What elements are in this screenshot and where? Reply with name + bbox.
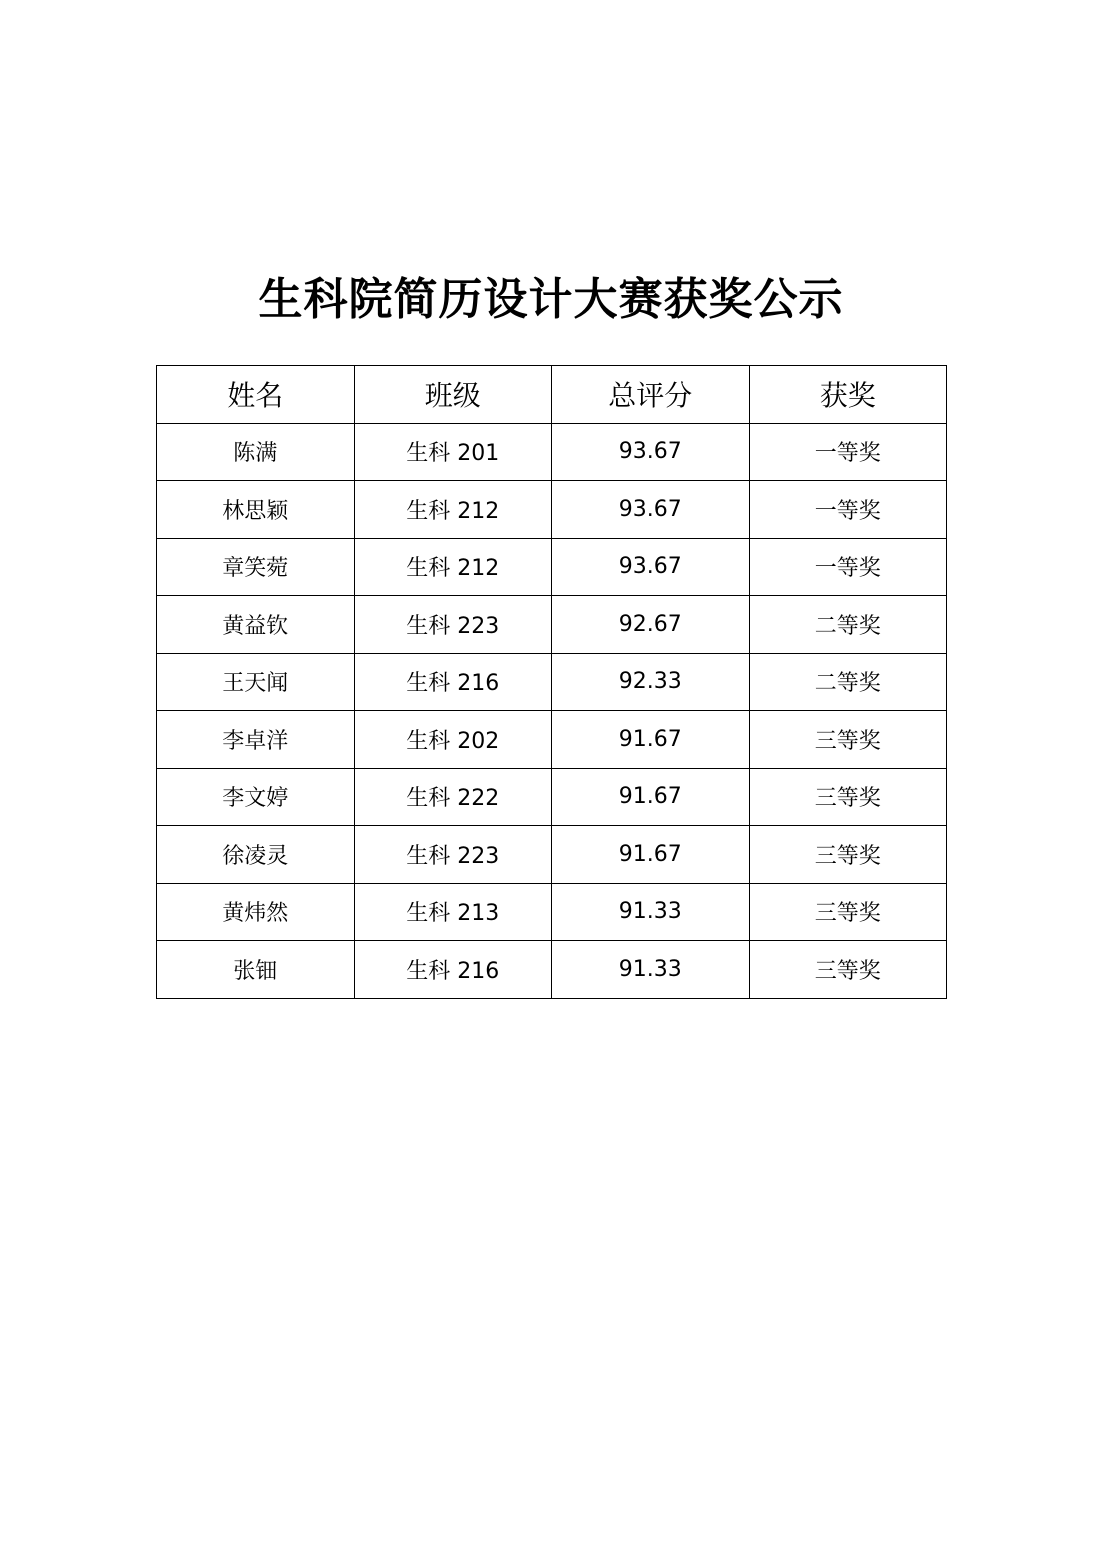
cell-award: 三等奖 bbox=[749, 941, 947, 999]
cell-name: 李卓洋 bbox=[157, 711, 355, 769]
cell-name: 林思颖 bbox=[157, 481, 355, 539]
cell-name: 徐凌灵 bbox=[157, 826, 355, 884]
cell-class: 生科 216 bbox=[354, 653, 552, 711]
cell-class: 生科 213 bbox=[354, 883, 552, 941]
header-score: 总评分 bbox=[552, 366, 750, 424]
cell-score: 91.67 bbox=[552, 768, 750, 826]
table-row bbox=[157, 596, 947, 654]
cell-award: 三等奖 bbox=[749, 826, 947, 884]
cell-class: 生科 222 bbox=[354, 768, 552, 826]
cell-class: 生科 223 bbox=[354, 596, 552, 654]
cell-score: 91.33 bbox=[552, 883, 750, 941]
cell-award: 一等奖 bbox=[749, 423, 947, 481]
table-row bbox=[157, 941, 947, 999]
cell-score: 91.67 bbox=[552, 826, 750, 884]
table-row bbox=[157, 653, 947, 711]
cell-class: 生科 223 bbox=[354, 826, 552, 884]
table-row bbox=[157, 826, 947, 884]
cell-name: 黄益钦 bbox=[157, 596, 355, 654]
table-row bbox=[157, 768, 947, 826]
cell-award: 三等奖 bbox=[749, 711, 947, 769]
cell-score: 93.67 bbox=[552, 481, 750, 539]
cell-class: 生科 212 bbox=[354, 538, 552, 596]
cell-score: 91.67 bbox=[552, 711, 750, 769]
cell-name: 王天闻 bbox=[157, 653, 355, 711]
page-title: 生科院简历设计大赛获奖公示 bbox=[258, 274, 844, 325]
cell-score: 91.33 bbox=[552, 941, 750, 999]
table-header-row bbox=[157, 366, 947, 424]
cell-score: 92.33 bbox=[552, 653, 750, 711]
cell-award: 二等奖 bbox=[749, 596, 947, 654]
cell-class: 生科 216 bbox=[354, 941, 552, 999]
cell-name: 李文婷 bbox=[157, 768, 355, 826]
cell-score: 93.67 bbox=[552, 538, 750, 596]
cell-name: 张钿 bbox=[157, 941, 355, 999]
cell-score: 93.67 bbox=[552, 423, 750, 481]
cell-award: 一等奖 bbox=[749, 481, 947, 539]
header-award: 获奖 bbox=[749, 366, 947, 424]
cell-award: 二等奖 bbox=[749, 653, 947, 711]
cell-name: 章笑菀 bbox=[157, 538, 355, 596]
cell-name: 黄炜然 bbox=[157, 883, 355, 941]
cell-class: 生科 201 bbox=[354, 423, 552, 481]
table-row bbox=[157, 883, 947, 941]
table-row bbox=[157, 711, 947, 769]
award-table bbox=[156, 365, 947, 999]
table-row bbox=[157, 423, 947, 481]
cell-class: 生科 212 bbox=[354, 481, 552, 539]
cell-award: 三等奖 bbox=[749, 883, 947, 941]
cell-class: 生科 202 bbox=[354, 711, 552, 769]
table-row bbox=[157, 481, 947, 539]
cell-award: 一等奖 bbox=[749, 538, 947, 596]
cell-name: 陈满 bbox=[157, 423, 355, 481]
cell-award: 三等奖 bbox=[749, 768, 947, 826]
header-name: 姓名 bbox=[157, 366, 355, 424]
cell-score: 92.67 bbox=[552, 596, 750, 654]
header-class: 班级 bbox=[354, 366, 552, 424]
table-row bbox=[157, 538, 947, 596]
